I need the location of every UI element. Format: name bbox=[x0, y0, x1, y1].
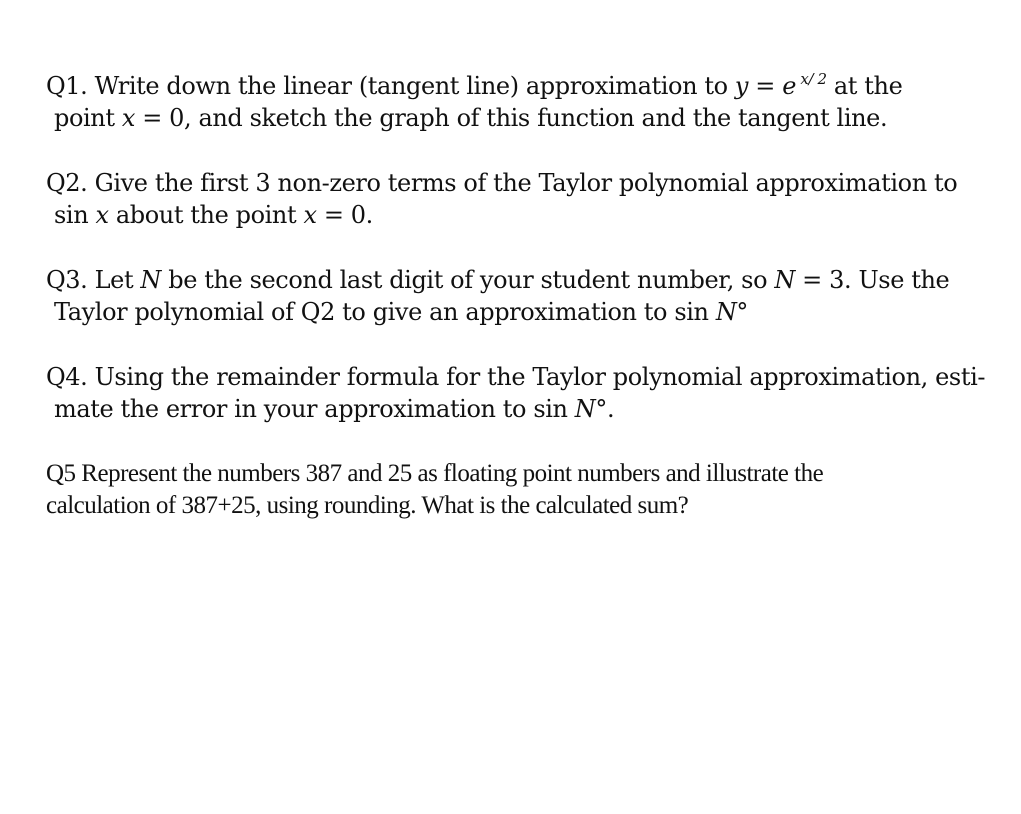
q5-line-1: Q5 Represent the numbers 387 and 25 as floating point numbers and illustrate the bbox=[46, 460, 824, 487]
q1-text: = 0, and sketch the graph of this function and the tangent line. bbox=[134, 104, 888, 132]
q3-text: = 3. Use the bbox=[794, 266, 950, 294]
q3-text: ° bbox=[736, 298, 749, 326]
q2-var-x: x bbox=[303, 201, 317, 229]
q3-line-2 bbox=[46, 296, 986, 328]
q1-text: Q1. Write down the linear (tangent line) approximation to bbox=[46, 72, 735, 100]
q2-line-2 bbox=[46, 199, 986, 231]
q3-var-n: N bbox=[774, 266, 795, 294]
q2-text: about the point bbox=[108, 201, 304, 229]
q2-text: sin bbox=[54, 201, 96, 229]
q1-line-2 bbox=[46, 102, 986, 134]
q2-text: = 0. bbox=[316, 201, 373, 229]
q1-text: point bbox=[54, 104, 122, 132]
question-2 bbox=[46, 167, 986, 231]
q1-text: at the bbox=[826, 72, 903, 100]
q4-line-1: Q4. Using the remainder formula for the Taylor polynomial approximation, esti- bbox=[46, 363, 986, 391]
q2-line-1: Q2. Give the first 3 non-zero terms of the Taylor polynomial approximation to bbox=[46, 169, 958, 197]
q3-text: Q3. Let bbox=[46, 266, 141, 294]
q4-line-2 bbox=[46, 393, 986, 425]
q3-var-n: N bbox=[715, 298, 737, 326]
q5-line-2: calculation of 387+25, using rounding. What is the calculated sum? bbox=[46, 492, 689, 519]
q3-var-n: N bbox=[140, 266, 162, 294]
question-sheet bbox=[46, 70, 986, 555]
question-5 bbox=[46, 458, 986, 522]
q4-text: mate the error in your approximation to sin bbox=[54, 395, 575, 423]
q4-var-n: N bbox=[574, 395, 596, 423]
q1-text: = bbox=[748, 72, 783, 100]
q3-line-1 bbox=[46, 266, 949, 294]
question-3 bbox=[46, 264, 986, 328]
q2-var-x: x bbox=[95, 201, 109, 229]
q3-text: be the second last digit of your student number, so bbox=[161, 266, 775, 294]
q4-text: °. bbox=[595, 395, 615, 423]
question-1 bbox=[46, 70, 986, 134]
q3-text: Taylor polynomial of Q2 to give an approximation to sin bbox=[54, 298, 716, 326]
q1-var-e: e bbox=[782, 72, 797, 100]
q1-line-1 bbox=[46, 72, 902, 100]
question-4 bbox=[46, 361, 986, 425]
q1-exponent: x/ 2 bbox=[796, 70, 827, 88]
q1-var-x: x bbox=[121, 104, 135, 132]
q1-var-y: y bbox=[734, 72, 749, 100]
